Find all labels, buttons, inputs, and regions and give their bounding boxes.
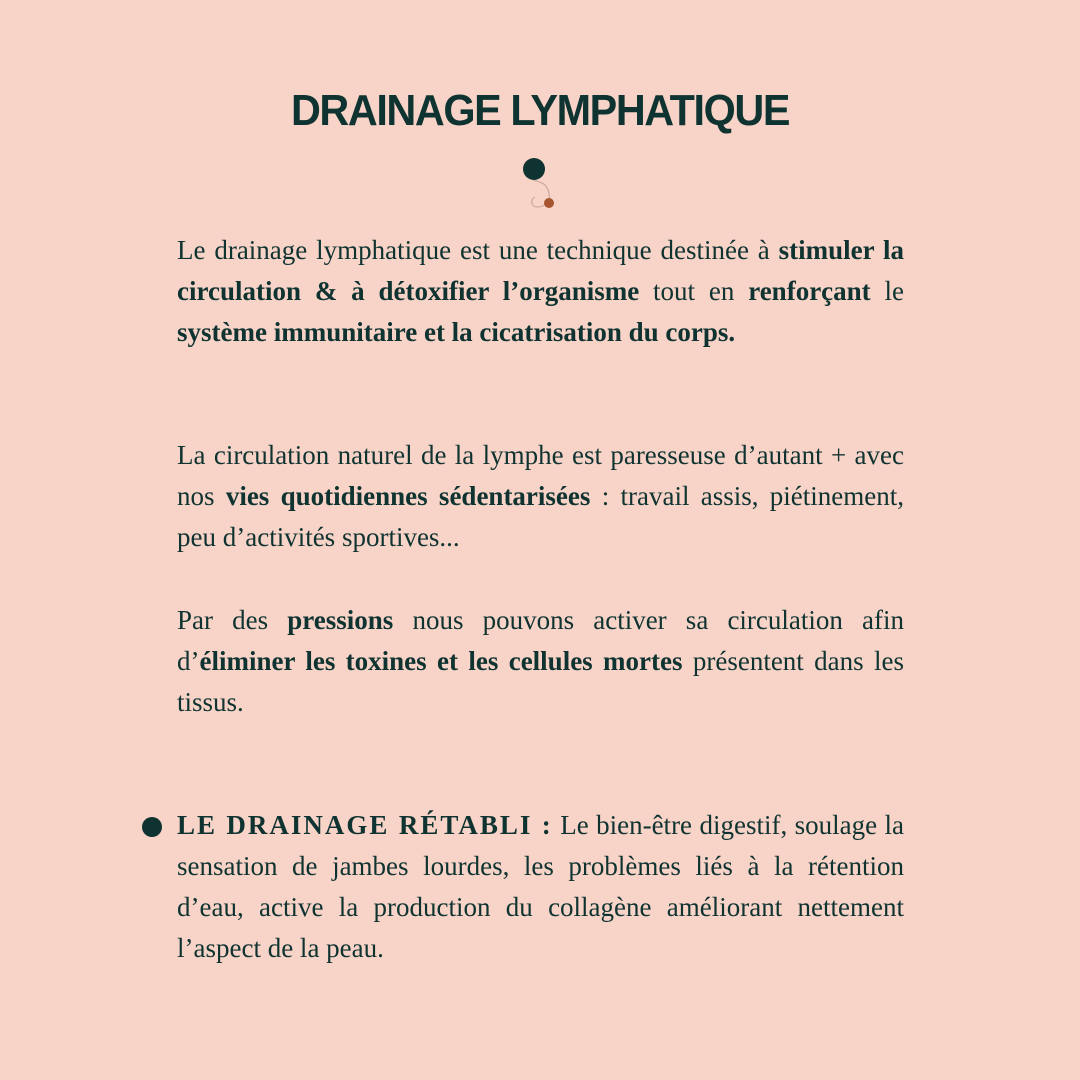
pressions-paragraph — [177, 600, 904, 723]
intro-text-1: Le drainage lymphatique est une technique destinée à — [177, 235, 779, 265]
bullet-text: Le bien-être digestif, soulage la sensation de jambes lourdes, les problèmes liés à la rétention d’eau, active la production du collagène améliorant nettement l’aspect de la peau. — [177, 810, 904, 963]
intro-paragraph — [177, 230, 904, 353]
circulation-bold-1: vies quotidiennes sédentarisées — [225, 481, 591, 511]
pressions-text-2: nous pouvons activer sa circulation afin d’ — [177, 605, 904, 676]
intro-text-2: tout en — [639, 276, 749, 306]
bullet-dot-icon — [142, 817, 162, 837]
pressions-bold-2: éliminer les toxines et les cellules mortes — [199, 646, 683, 676]
circulation-text-2: : travail assis, piétinement, peu d’activités sportives... — [177, 481, 904, 552]
bullet-paragraph — [177, 805, 904, 969]
intro-bold-2: renforçant — [748, 276, 871, 306]
intro-text-3: le — [870, 276, 904, 306]
pressions-bold-1: pressions — [287, 605, 394, 635]
pressions-text-3: présentent dans les tissus. — [177, 646, 904, 717]
bullet-heading: LE DRAINAGE RÉTABLI : — [177, 810, 553, 840]
circulation-text-1: La circulation naturel de la lymphe est paresseuse d’autant + avec nos — [177, 440, 904, 511]
circulation-paragraph — [177, 435, 904, 558]
intro-bold-1: stimuler la circulation & à détoxifier l’organisme — [177, 235, 904, 306]
intro-bold-3: système immunitaire et la cicatrisation du corps. — [177, 317, 736, 347]
pressions-text-1: Par des — [177, 605, 288, 635]
dot-ornament-icon — [515, 155, 559, 215]
page-title: DRAINAGE LYMPHATIQUE — [290, 86, 790, 135]
